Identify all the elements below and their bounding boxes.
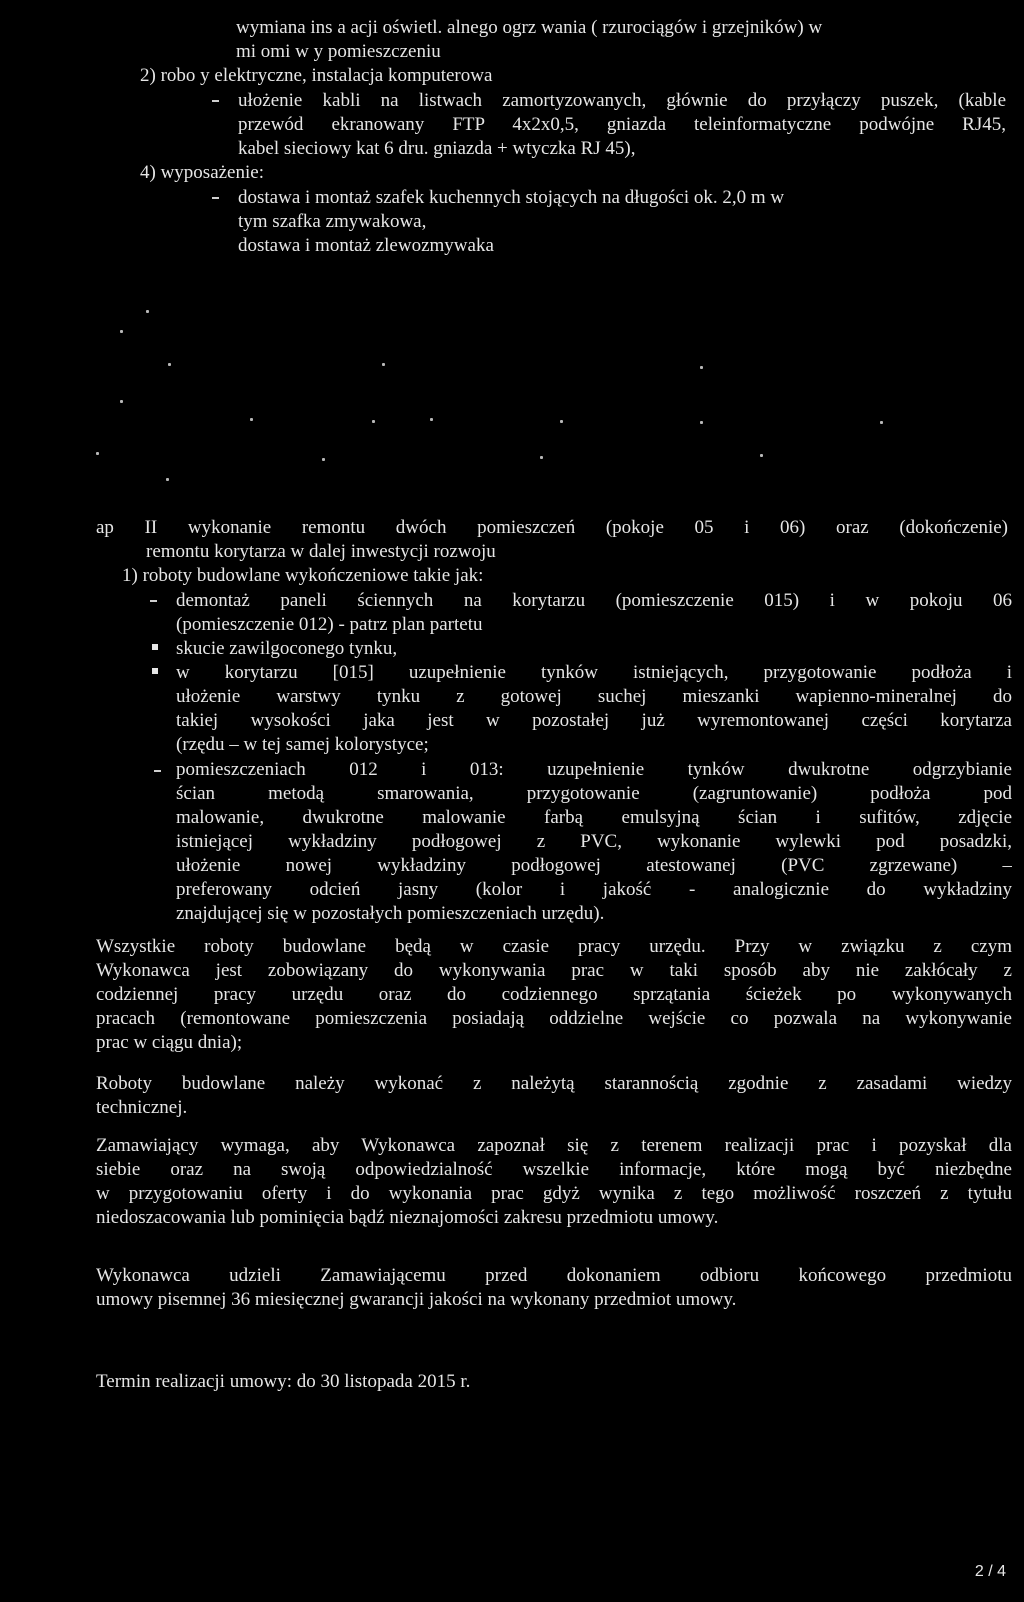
text-line: istniejącej wykładziny podłogowej z PVC, wykonanie wylewki pod posadzki, [176, 831, 1012, 852]
scan-speck [322, 458, 325, 461]
bullet-item: w korytarzu [015] uzupełnienie tynków istniejących, przygotowanie podłoża i [176, 662, 1012, 683]
bullet-marker [152, 668, 158, 674]
text-line: przewód ekranowany FTP 4x2x0,5, gniazda teleinformatyczne podwójne RJ45, [238, 114, 1006, 135]
scan-speck [880, 421, 883, 424]
bullet-marker [152, 644, 158, 650]
paragraph-line: technicznej. [96, 1097, 188, 1118]
text-line: takiej wysokości jaka jest w pozostałej już wyremontowanej części korytarza [176, 710, 1012, 731]
text-line: ułożenie warstwy tynku z gotowej suchej mieszanki wapienno-mineralnej do [176, 686, 1012, 707]
paragraph-line: w przygotowaniu oferty i do wykonania prac gdyż wynika z tego możliwość roszczeń z tytułu [96, 1183, 1012, 1204]
paragraph-line: prac w ciągu dnia); [96, 1032, 243, 1053]
text-line: demontaż paneli ściennych na korytarzu (pomieszczenie 015) i w pokoju 06 [176, 590, 1012, 611]
paragraph-line: Zamawiający wymaga, aby Wykonawca zapoznał się z terenem realizacji prac i pozyskał dla [96, 1135, 1012, 1156]
text-line: (pomieszczenie 012) - patrz plan partetu [176, 614, 483, 635]
paragraph-line: Wykonawca udzieli Zamawiającemu przed dokonaniem odbioru końcowego przedmiotu [96, 1265, 1012, 1286]
text-line: dostawa i montaż zlewozmywaka [238, 235, 494, 256]
scan-speck [430, 418, 433, 421]
dash-marker [150, 600, 157, 602]
paragraph-line: codziennej pracy urzędu oraz do codziennego sprzątania ścieżek po wykonywanych [96, 984, 1012, 1005]
scan-speck [382, 363, 385, 366]
bullet-item: skucie zawilgoconego tynku, [176, 638, 398, 659]
section-heading: ap II wykonanie remontu dwóch pomieszczeń (pokoje 05 i 06) oraz (dokończenie) [96, 517, 1008, 538]
text-line: tym szafka zmywakowa, [238, 211, 427, 232]
text-line: ułożenie nowej wykładziny podłogowej atestowanej (PVC zgrzewane) – [176, 855, 1012, 876]
scan-speck [120, 400, 123, 403]
text-line: malowanie, dwukrotne malowanie farbą emulsyjną ścian i sufitów, zdjęcie [176, 807, 1012, 828]
paragraph-line: Wszystkie roboty budowlane będą w czasie pracy urzędu. Przy w związku z czym [96, 936, 1012, 957]
dash-marker [212, 197, 219, 199]
bullet-item: pomieszczeniach 012 i 013: uzupełnienie tynków dwukrotne odgrzybianie [176, 759, 1012, 780]
scan-speck [560, 420, 563, 423]
scan-speck [372, 420, 375, 423]
text-line: dostawa i montaż szafek kuchennych stojących na długości ok. 2,0 m w [238, 187, 785, 208]
paragraph-line: umowy pisemnej 36 miesięcznej gwarancji jakości na wykonany przedmiot umowy. [96, 1289, 737, 1310]
paragraph-line: pracach (remontowane pomieszczenia posiadają oddzielne wejście co pozwala na wykonywanie [96, 1008, 1012, 1029]
list-item-heading: 2) robo y elektryczne, instalacja komputerowa [140, 65, 493, 86]
paragraph-line: Wykonawca jest zobowiązany do wykonywania prac w taki sposób aby nie zakłócały z [96, 960, 1012, 981]
scan-speck [540, 456, 543, 459]
list-item-heading: 4) wyposażenie: [140, 162, 264, 183]
text-line: (rzędu – w tej samej kolorystyce; [176, 734, 429, 755]
text-line: znajdującej się w pozostałych pomieszczeniach urzędu). [176, 903, 605, 924]
text-line: mi omi w y pomieszczeniu [236, 41, 441, 62]
scan-speck [760, 454, 763, 457]
text-line: wymiana ins a acji oświetl. alnego ogrz wania ( rzurociągów i grzejników) w [236, 17, 823, 38]
paragraph-line: niedoszacowania lub pominięcia bądź nieznajomości zakresu przedmiotu umowy. [96, 1207, 719, 1228]
scan-speck [166, 478, 169, 481]
scan-speck [700, 421, 703, 424]
text-line: preferowany odcień jasny (kolor i jakość - analogicznie do wykładziny [176, 879, 1012, 900]
scan-speck [700, 366, 703, 369]
scan-speck [146, 310, 149, 313]
scan-speck [96, 452, 99, 455]
scan-speck [120, 330, 123, 333]
text-line: kabel sieciowy kat 6 dru. gniazda + wtyczka RJ 45), [238, 138, 636, 159]
scan-speck [250, 418, 253, 421]
text-line: ułożenie kabli na listwach zamortyzowanych, głównie do przyłączy puszek, (kable [238, 90, 1006, 111]
scan-speck [168, 363, 171, 366]
paragraph-line: Roboty budowlane należy wykonać z należytą starannością zgodnie z zasadami wiedzy [96, 1073, 1012, 1094]
deadline-line: Termin realizacji umowy: do 30 listopada 2015 r. [96, 1371, 471, 1392]
dash-marker [212, 100, 219, 102]
dash-marker [154, 770, 161, 772]
list-item-heading: 1) roboty budowlane wykończeniowe takie jak: [122, 565, 484, 586]
page-number: 2 / 4 [974, 1563, 1006, 1580]
text-line: remontu korytarza w dalej inwestycji rozwoju [146, 541, 496, 562]
paragraph-line: siebie oraz na swoją odpowiedzialność wszelkie informacje, które mogą być niezbędne [96, 1159, 1012, 1180]
text-line: ścian metodą smarowania, przygotowanie (zagruntowanie) podłoża pod [176, 783, 1012, 804]
